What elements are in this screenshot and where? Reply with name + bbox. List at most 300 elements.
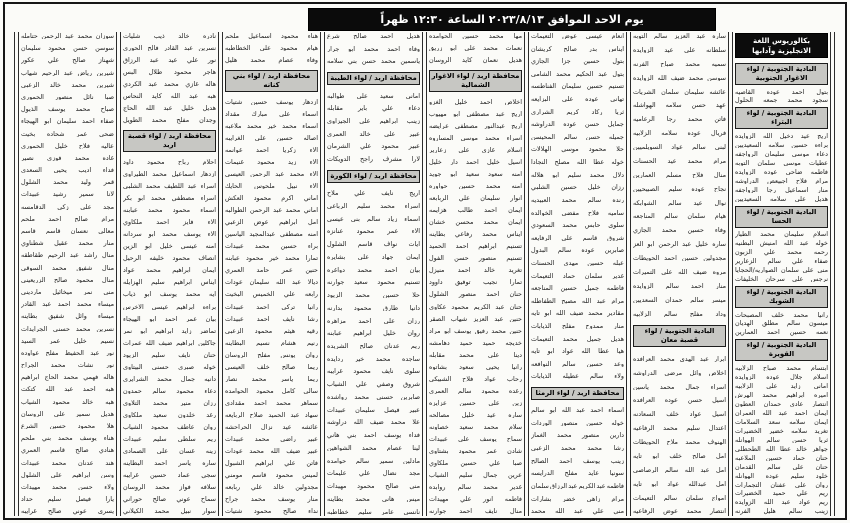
name-token: سلوى	[404, 368, 420, 375]
name-token: سالم	[562, 360, 576, 368]
name-token: ايناس	[200, 279, 216, 286]
person-name-row	[633, 269, 726, 275]
name-token: خصاونه	[429, 423, 449, 431]
name-token: علي	[458, 146, 470, 154]
name-token: عبيدات	[225, 303, 244, 310]
name-token: الشرايري	[123, 375, 149, 383]
name-token: علي	[766, 382, 778, 390]
name-token: بني	[350, 215, 360, 223]
person-name-row	[633, 439, 726, 445]
name-token: غوانمه	[225, 146, 243, 154]
name-token: حابس	[584, 222, 601, 229]
name-token: محمد	[147, 207, 163, 214]
person-name-row	[21, 265, 114, 271]
person-name-row	[735, 97, 828, 103]
name-token: انعام	[611, 33, 624, 40]
person-name-row	[429, 147, 522, 153]
name-token: الحفيظ	[64, 349, 84, 357]
name-token: ريم	[818, 490, 828, 497]
person-name-row	[225, 267, 318, 273]
name-token: غاده	[102, 154, 114, 162]
person-name-row	[21, 472, 114, 478]
name-token: عواد	[798, 499, 811, 506]
name-token: يوسف	[79, 435, 97, 442]
name-token: علي	[359, 117, 371, 125]
name-token: مشرف	[382, 156, 402, 163]
name-token: العبيديه	[531, 196, 551, 204]
name-token: ازدهار	[199, 171, 216, 178]
person-name-row	[225, 388, 318, 394]
name-token: علي	[356, 92, 368, 99]
name-token: ابراهيم	[72, 471, 91, 479]
name-token: فريال	[711, 130, 726, 137]
name-token: محمد	[51, 264, 67, 271]
name-token: موسى	[783, 159, 801, 167]
name-token: الغرايبه	[225, 134, 245, 142]
name-token: الصقر	[429, 315, 446, 322]
name-token: شيرين	[96, 69, 114, 76]
name-token: عبد	[148, 81, 158, 88]
name-token: الصمادي	[123, 448, 146, 455]
name-token: سالم	[663, 494, 678, 501]
name-token: محمود	[377, 279, 395, 286]
person-name-row	[123, 231, 216, 237]
name-token: سوسن	[707, 74, 726, 82]
person-name-row	[531, 197, 624, 203]
person-name-row	[21, 277, 114, 283]
name-token: محمد	[155, 484, 170, 491]
name-token: احمد	[767, 329, 780, 336]
name-token: سليم	[152, 436, 167, 443]
name-token: عيد	[667, 157, 677, 165]
name-token: نسيم	[256, 339, 270, 347]
name-token: خديجه	[505, 339, 522, 347]
name-token: محمد	[354, 393, 369, 401]
name-token: عقيل	[54, 240, 68, 247]
name-token: احمد	[690, 282, 704, 290]
name-token: اسيل	[508, 158, 522, 166]
person-name-row	[429, 340, 522, 346]
name-token: ايمان	[508, 207, 522, 214]
name-token: الرحمن	[250, 171, 270, 178]
name-token: محمد	[484, 134, 500, 142]
name-token: يوسف	[276, 98, 294, 106]
name-token: سجى	[201, 472, 216, 479]
name-token: هيام	[306, 45, 318, 52]
name-token: مقدادي	[225, 399, 245, 407]
name-token: احمد	[48, 215, 62, 223]
name-token: الهديان	[735, 320, 754, 327]
person-name-row	[225, 159, 318, 165]
name-token: علي	[357, 253, 370, 261]
person-name-row	[633, 397, 726, 403]
name-token: قاسم	[357, 241, 373, 248]
name-token: بطاينه	[21, 313, 38, 320]
name-token: محمد	[284, 255, 300, 262]
person-name-row	[21, 289, 114, 295]
name-token: النحاس	[123, 93, 143, 100]
name-token: كامل	[281, 387, 296, 395]
person-name-row	[735, 89, 828, 95]
person-name-row	[327, 241, 420, 247]
name-token: محمد	[786, 364, 801, 372]
name-token: خلدون	[177, 411, 196, 419]
name-token: اسلام	[507, 146, 522, 154]
person-name-row	[429, 231, 522, 237]
name-token: حمدان	[665, 296, 683, 304]
name-token: مصطفى	[171, 195, 195, 202]
name-token: اسلام	[813, 373, 828, 381]
name-token: حميد	[772, 490, 786, 497]
name-token: علي	[284, 460, 296, 467]
name-token: حلا	[616, 146, 624, 153]
name-token: محمد	[154, 508, 170, 515]
name-token: مروه	[712, 268, 726, 276]
person-name-row	[531, 33, 624, 39]
name-token: الشلول	[429, 291, 449, 298]
name-token: حسين	[382, 292, 400, 299]
name-token: المساروه	[429, 134, 454, 142]
name-token: احمد	[358, 317, 372, 324]
person-name-row	[327, 305, 420, 311]
name-token: محمد	[687, 116, 703, 123]
name-token: فلاح	[78, 142, 90, 150]
name-token: سليم	[458, 472, 473, 479]
person-name-row	[225, 33, 318, 39]
name-token: فيصل	[75, 496, 91, 503]
name-token: ملحم	[225, 33, 239, 40]
person-name-row	[429, 183, 522, 189]
name-token: روان	[305, 351, 318, 359]
name-token: خالد	[795, 445, 808, 453]
name-token: عوده	[585, 96, 599, 103]
name-token: فاتن	[306, 460, 318, 467]
name-token: اماني	[303, 207, 318, 214]
person-name-row	[21, 106, 114, 112]
name-token: تايه	[531, 348, 540, 355]
name-token: ذياب	[123, 291, 136, 298]
name-token: الله	[762, 409, 772, 417]
name-token: علي	[661, 268, 673, 276]
column-divider	[422, 32, 427, 516]
name-token: حمدون	[123, 387, 142, 395]
person-name-row	[21, 82, 114, 88]
name-token: وسن	[100, 471, 114, 479]
name-token: ابراهيم	[176, 339, 195, 347]
person-name-row	[531, 458, 624, 464]
name-token: روابده	[429, 484, 446, 491]
name-token: ريما	[307, 375, 318, 383]
name-token: عبد	[42, 301, 52, 308]
name-token: هليل	[763, 508, 776, 515]
name-token: محمد	[153, 399, 168, 407]
name-token: عطا	[593, 159, 605, 166]
person-name-row	[429, 400, 522, 406]
name-token: عمر	[186, 315, 198, 322]
name-token: سليم	[567, 171, 582, 179]
name-token: كريم	[566, 108, 579, 116]
name-token: خلف	[771, 311, 785, 318]
name-token: محمد	[483, 45, 498, 52]
date-banner-text: يوم الاحد الموافق ٢٠٢٣/٨/١٣ الساعة ١٢:٣٠ ظهراً	[380, 13, 644, 26]
name-token: علي	[283, 291, 296, 298]
person-name-row	[429, 364, 522, 370]
name-token: منى	[409, 483, 420, 490]
name-token: نور	[105, 362, 114, 369]
name-token: الاء	[309, 183, 318, 190]
name-token: ملحم	[21, 215, 35, 223]
name-token: جواهر	[812, 445, 828, 453]
name-token: اسماء	[302, 122, 318, 130]
name-column	[223, 32, 320, 516]
name-token: بتول	[612, 70, 624, 78]
name-token: التوبه	[735, 159, 750, 167]
person-name-row	[327, 267, 420, 273]
name-token: رفيق	[474, 327, 488, 335]
name-token: صالح	[281, 363, 296, 371]
person-name-row	[327, 143, 420, 149]
name-token: ولاء	[614, 373, 624, 380]
name-token: شروق	[403, 381, 420, 388]
person-name-row	[327, 131, 420, 137]
name-token: لميس	[302, 472, 318, 479]
name-token: ميسون	[808, 320, 828, 327]
name-token: الغزو	[429, 98, 443, 106]
district-header: محافظة اربد / لواء الرمثا	[531, 387, 624, 400]
district-header: البادية الجنوبية / لواء الاغوار الجنوبية	[735, 63, 828, 85]
person-name-row	[327, 381, 420, 387]
person-name-row	[123, 436, 216, 442]
name-token: عبدالله	[688, 480, 707, 488]
name-token: احمد	[363, 432, 377, 439]
name-token: رحاب	[507, 375, 522, 383]
person-name-row	[225, 484, 318, 490]
district-header: محافظة اربد / لواء الكورة	[327, 170, 420, 183]
name-token: الزوايده	[735, 499, 756, 506]
name-token: احمد	[156, 219, 170, 226]
name-token: مجد	[409, 470, 420, 477]
name-token: العكش	[225, 195, 244, 202]
name-token: علي	[384, 130, 396, 138]
district-header: البادية الجنوبية / لواء القويرة	[735, 339, 828, 361]
name-token: خليل	[181, 105, 195, 112]
person-name-row	[633, 411, 726, 417]
name-token: غازي	[185, 81, 199, 88]
name-token: محمد	[250, 57, 266, 64]
person-name-row	[123, 508, 216, 514]
name-token: علي	[355, 381, 368, 388]
name-token: سليم	[686, 425, 701, 432]
name-token: عطا	[779, 445, 791, 453]
name-token: زين	[512, 399, 522, 407]
name-token: علي	[488, 351, 500, 359]
name-token: عصام	[386, 444, 403, 452]
name-token: نايف	[381, 190, 394, 197]
name-token: ابو	[453, 110, 460, 118]
person-name-row	[21, 228, 114, 234]
person-name-row	[123, 328, 216, 334]
name-token: علي	[251, 484, 263, 491]
name-token: صالح	[353, 33, 367, 40]
name-token: زيد	[287, 158, 297, 166]
name-token: عبد	[275, 171, 285, 178]
name-token: عبله	[612, 259, 624, 267]
name-token: مجد	[103, 203, 114, 211]
name-token: محمد	[562, 335, 578, 343]
name-token: احمد	[466, 158, 479, 166]
name-token: زريق	[429, 45, 443, 52]
name-token: عيسى	[585, 33, 603, 40]
name-token: اخلاص	[708, 369, 726, 377]
name-token: منال	[102, 276, 114, 284]
person-name-row	[225, 219, 318, 225]
name-token: علي	[792, 276, 804, 283]
name-token: صباح	[660, 60, 674, 68]
name-token: الخطاطبه	[225, 45, 251, 52]
name-token: هديل	[406, 33, 420, 40]
name-token: الدقامسه	[21, 203, 46, 211]
name-token: امنه	[205, 243, 216, 250]
person-name-row	[327, 470, 420, 476]
name-token: ايمان	[814, 409, 828, 417]
name-token: الله	[170, 93, 181, 100]
person-name-row	[327, 46, 420, 52]
name-token: عبابنه	[327, 330, 342, 337]
person-name-row	[429, 352, 522, 358]
name-token: الزوايده	[735, 373, 756, 381]
name-token: محمد	[254, 243, 270, 250]
person-name-row	[531, 310, 624, 316]
name-token: ثريا	[614, 108, 624, 116]
name-token: زعارير	[429, 146, 447, 154]
person-name-row	[21, 57, 114, 63]
name-token: خالد	[273, 484, 285, 491]
district-header: البادية الجنوبية / لواء البتراء	[735, 107, 828, 129]
name-token: خلف	[669, 452, 682, 460]
person-name-row	[429, 291, 522, 297]
name-token: عبد	[90, 349, 100, 357]
name-token: نداء	[308, 508, 318, 515]
name-token: سليمان	[480, 195, 500, 202]
name-token: الرفاعيه	[633, 425, 655, 432]
name-token: خلف	[666, 411, 679, 418]
name-token: فداء	[408, 432, 420, 439]
name-token: ابو	[652, 452, 660, 460]
name-token: سلامه	[768, 141, 785, 149]
name-token: يوسف	[48, 106, 66, 113]
name-token: سالم	[663, 310, 678, 317]
person-name-row	[633, 508, 726, 514]
name-token: البزايعه	[531, 96, 551, 103]
person-name-row	[531, 483, 624, 489]
name-token: زكي	[57, 203, 69, 211]
name-token: ابو	[547, 348, 555, 355]
name-token: عكور	[21, 57, 35, 64]
name-token: الرباعي	[327, 202, 348, 210]
name-token: عودات	[225, 279, 243, 286]
name-token: سعود	[488, 171, 503, 178]
name-token: علي	[254, 134, 267, 142]
name-token: ضيف	[369, 419, 384, 426]
name-token: سلام	[508, 423, 522, 431]
name-token: الرواجفه	[735, 150, 758, 158]
person-name-row	[327, 394, 420, 400]
name-token: نشات	[77, 362, 94, 369]
name-token: يوسف	[384, 432, 402, 439]
name-token: عبد	[781, 499, 791, 506]
name-token: عاليه	[100, 142, 114, 150]
name-token: سعيد	[379, 92, 394, 99]
name-token: سلافه	[200, 484, 216, 491]
name-token: اماني	[813, 382, 828, 390]
name-token: ايمان	[406, 253, 420, 261]
name-token: منصور	[54, 93, 73, 101]
name-token: محمود	[458, 448, 476, 455]
name-token: شفيق	[76, 264, 93, 271]
name-token: عوني	[72, 508, 87, 515]
person-name-row	[633, 283, 726, 289]
name-token: محمد	[556, 432, 572, 439]
name-token: حسين	[49, 423, 66, 430]
name-token: دلال	[612, 171, 624, 179]
name-token: خير	[267, 122, 277, 130]
name-token: الله	[555, 310, 566, 317]
name-token: عيد	[282, 423, 292, 431]
person-name-row	[531, 58, 624, 64]
name-token: عوني	[176, 496, 191, 503]
name-token: علي	[80, 203, 92, 211]
name-token: السويلميين	[633, 144, 663, 151]
name-token: شهاب	[450, 315, 468, 322]
name-token: احمد	[164, 315, 178, 322]
name-token: ابراهيم	[279, 219, 298, 226]
name-token: سليمان	[684, 88, 704, 95]
name-token: مفلح	[176, 117, 190, 124]
name-token: حميد	[459, 339, 473, 347]
person-name-row	[633, 241, 726, 247]
name-token: محمد	[251, 375, 267, 383]
name-token: العمري	[21, 447, 41, 454]
person-name-row	[735, 508, 828, 514]
name-token: ساره	[712, 33, 726, 40]
person-name-row	[225, 304, 318, 310]
person-name-row	[735, 142, 828, 148]
name-token: محمد	[562, 222, 577, 229]
name-token: اسراء	[710, 383, 726, 390]
name-token: مجدولين	[703, 255, 726, 262]
name-token: تماضر	[199, 327, 216, 335]
name-token: حسن	[78, 483, 93, 491]
name-token: ابراهيم	[172, 267, 191, 274]
name-token: دارين	[609, 432, 624, 439]
name-token: سليم	[356, 202, 371, 210]
name-token: مرام	[101, 215, 114, 223]
name-token: صالح	[152, 496, 167, 503]
person-name-row	[225, 57, 318, 63]
name-token: حسين	[276, 134, 293, 142]
name-token: بشاتوه	[429, 363, 447, 371]
name-token: تهاني	[610, 96, 624, 103]
name-token: منير	[180, 399, 191, 407]
name-token: علي	[460, 496, 472, 503]
name-token: غدير	[611, 272, 624, 279]
name-token: محمد	[254, 436, 270, 443]
name-token: حنان	[815, 463, 828, 470]
name-token: فايز	[183, 219, 194, 226]
name-token: هيا	[616, 348, 624, 355]
name-token: النوافعه	[531, 360, 552, 368]
name-token: تمارا	[509, 279, 522, 286]
